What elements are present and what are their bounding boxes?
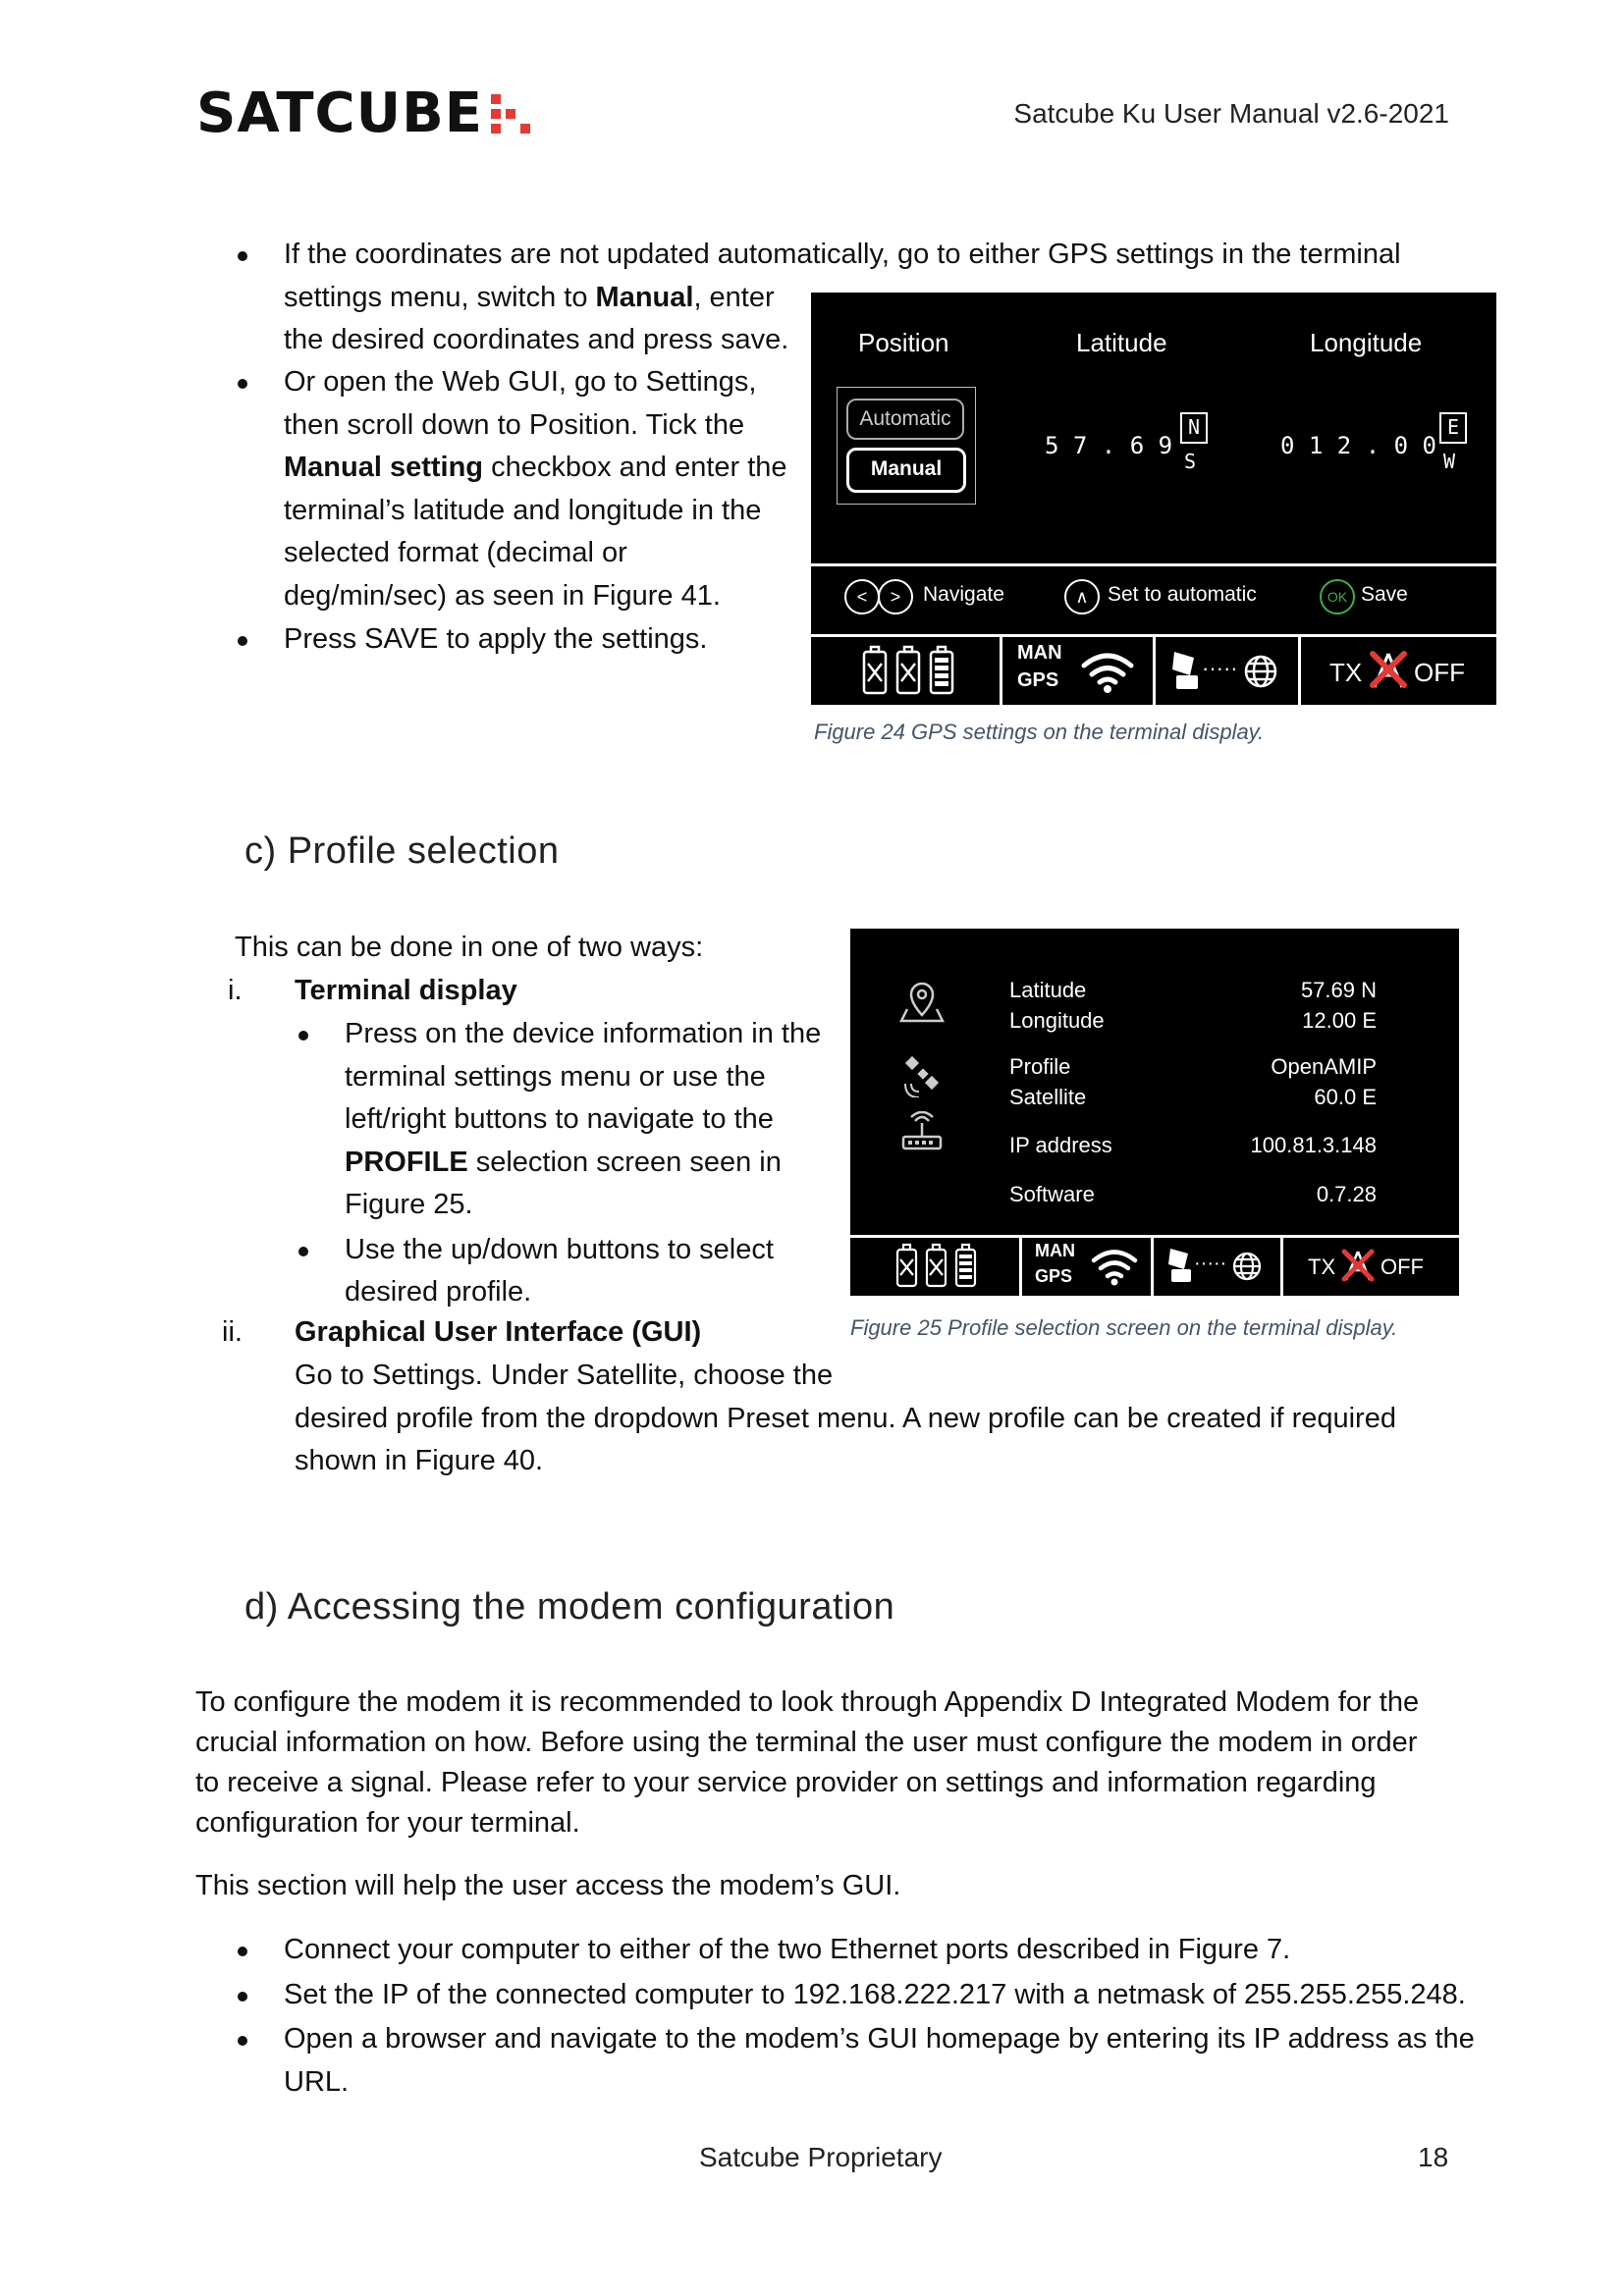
- paragraph-line: To configure the modem it is recommended to look through Appendix D Integrated Modem for the: [195, 1686, 1420, 1718]
- paragraph-line: crucial information on how. Before using the terminal the user must configure the modem in order: [195, 1727, 1418, 1758]
- link-dots: ·····: [1194, 1253, 1227, 1274]
- ok-icon[interactable]: OK: [1320, 579, 1355, 614]
- bullet-text: Use the up/down buttons to select: [345, 1233, 774, 1265]
- battery-icons: [895, 1243, 980, 1290]
- list-number-i: i.: [228, 975, 243, 1006]
- longitude-value: 12.00 E: [1302, 1008, 1377, 1033]
- logo-text: SATCUBE: [196, 81, 484, 145]
- list-item: [345, 1013, 855, 1227]
- profile-intro: This can be done in one of two ways:: [235, 932, 704, 963]
- bullet-text: terminal’s latitude and longitude in the: [284, 494, 762, 526]
- longitude-header: Longitude: [1310, 328, 1423, 357]
- figure-25-caption: Figure 25 Profile selection screen on the terminal display.: [850, 1315, 1398, 1340]
- divider: [1153, 636, 1156, 705]
- bold-term: PROFILE: [345, 1146, 468, 1178]
- globe-icon: [1243, 654, 1278, 689]
- wifi-icon: [1090, 1247, 1139, 1286]
- left-arrow-icon[interactable]: <: [844, 579, 880, 614]
- south-option: S: [1184, 450, 1197, 473]
- off-label: OFF: [1380, 1255, 1424, 1279]
- gps-bullets-2: [284, 361, 794, 662]
- bullet-text: then scroll down to Position. Tick the: [284, 408, 745, 441]
- globe-icon: [1231, 1251, 1263, 1282]
- divider: [1298, 636, 1301, 705]
- modem-bullets: [284, 1929, 1560, 2104]
- satellite-value: 60.0 E: [1314, 1085, 1377, 1109]
- gui-title: Graphical User Interface (GUI): [295, 1316, 702, 1348]
- latitude-label: Latitude: [1009, 978, 1087, 1002]
- profile-label: Profile: [1009, 1054, 1071, 1079]
- software-value: 0.7.28: [1316, 1182, 1377, 1206]
- profile-value[interactable]: OpenAMIP: [1271, 1054, 1377, 1079]
- profile-bullets: [345, 1013, 855, 1314]
- divider: [1019, 1237, 1022, 1296]
- longitude-label: Longitude: [1009, 1008, 1105, 1033]
- location-pin-icon: [899, 980, 945, 1025]
- list-item: [284, 2018, 1560, 2104]
- paragraph-line: shown in Figure 40.: [295, 1445, 544, 1476]
- divider: [1000, 636, 1002, 705]
- modem-intro: This section will help the user access the modem’s GUI.: [195, 1870, 901, 1901]
- list-item: [345, 1229, 855, 1314]
- bullet-text: Or open the Web GUI, go to Settings,: [284, 366, 757, 398]
- man-label: MAN: [1035, 1241, 1075, 1260]
- latitude-value[interactable]: 5 7 . 6 9: [1045, 432, 1173, 459]
- divider: [1151, 1237, 1154, 1296]
- bullet-text: desired profile.: [345, 1276, 532, 1308]
- bullet-text: selected format (decimal or: [284, 537, 627, 568]
- set-automatic-label: Set to automatic: [1108, 583, 1257, 606]
- wifi-icon: [1080, 650, 1135, 693]
- list-number-ii: ii.: [222, 1316, 243, 1348]
- gui-paragraph: [295, 1355, 1522, 1483]
- document-title: Satcube Ku User Manual v2.6-2021: [1013, 98, 1449, 129]
- right-arrow-icon[interactable]: >: [878, 579, 913, 614]
- paragraph-line: Go to Settings. Under Satellite, choose the: [295, 1360, 834, 1391]
- west-option: W: [1443, 450, 1456, 473]
- position-header: Position: [858, 328, 949, 357]
- bullet-text: settings menu, switch to: [284, 281, 596, 313]
- bold-term: Manual: [595, 281, 694, 313]
- tx-label: TX: [1308, 1255, 1336, 1279]
- ip-address-label: IP address: [1009, 1133, 1112, 1157]
- list-item: [284, 361, 794, 617]
- bullet-text: terminal settings menu or use the: [345, 1060, 766, 1093]
- list-item: [284, 1974, 1560, 2017]
- section-heading-profile: c) Profile selection: [244, 830, 560, 872]
- divider: [811, 563, 1496, 566]
- gps-label: GPS: [1017, 669, 1059, 691]
- bullet-text: Open a browser and navigate to the modem’s GUI homepage by entering its IP address as the: [284, 2023, 1475, 2055]
- modem-paragraph: [195, 1682, 1472, 1843]
- list-item: [284, 1929, 1560, 1972]
- satellite-icon: [901, 1054, 945, 1097]
- tx-label: TX: [1329, 658, 1363, 687]
- bullet-text: deg/min/sec) as seen in Figure 41.: [284, 579, 721, 612]
- bullet-text: , enter: [693, 281, 775, 313]
- bullet-text: the desired coordinates and press save.: [284, 324, 789, 355]
- gps-label: GPS: [1035, 1266, 1073, 1286]
- manual-button[interactable]: Manual: [846, 448, 966, 493]
- north-selector[interactable]: N: [1180, 412, 1208, 444]
- latitude-value: 57.69 N: [1300, 978, 1377, 1002]
- paragraph-line: desired profile from the dropdown Preset menu. A new profile can be created if required: [295, 1402, 1396, 1434]
- logo-dots-icon: [491, 94, 530, 133]
- antenna-icon: [1166, 1245, 1196, 1286]
- link-dots: ·····: [1202, 656, 1238, 680]
- east-selector[interactable]: E: [1439, 412, 1467, 444]
- antenna-icon: [1170, 648, 1204, 693]
- profile-selection-screen: [850, 929, 1459, 1296]
- bullet-text: Figure 25.: [345, 1189, 473, 1220]
- figure-24-caption: Figure 24 GPS settings on the terminal display.: [814, 720, 1265, 744]
- footer-text: Satcube Proprietary: [699, 2142, 943, 2172]
- battery-icons: [862, 644, 960, 697]
- bold-term: Manual setting: [284, 452, 484, 483]
- paragraph-line: to receive a signal. Please refer to your service provider on settings and information regarding: [195, 1767, 1377, 1798]
- bullet-text: checkbox and enter the: [483, 452, 787, 483]
- divider: [850, 1235, 1459, 1238]
- divider: [1280, 1237, 1283, 1296]
- bullet-text: left/right buttons to navigate to the: [345, 1103, 774, 1135]
- gps-settings-screen: [811, 293, 1496, 705]
- bullet-text: Press on the device information in the: [345, 1018, 822, 1049]
- bullet-text: If the coordinates are not updated automatically, go to either GPS settings in the terminal: [284, 239, 1401, 270]
- automatic-button[interactable]: Automatic: [846, 399, 964, 440]
- longitude-value[interactable]: 0 1 2 . 0 0: [1280, 432, 1436, 459]
- ip-address-value: 100.81.3.148: [1250, 1133, 1377, 1157]
- save-label: Save: [1361, 583, 1408, 606]
- off-label: OFF: [1414, 658, 1465, 687]
- paragraph-line: configuration for your terminal.: [195, 1807, 580, 1839]
- list-item: [284, 618, 794, 662]
- up-arrow-icon[interactable]: ∧: [1064, 579, 1100, 614]
- navigate-label: Navigate: [923, 583, 1004, 606]
- bullet-text: Set the IP of the connected computer to 192.168.222.217 with a netmask of 255.255.255.248.: [284, 1978, 1466, 2010]
- terminal-display-title: Terminal display: [295, 975, 517, 1006]
- satellite-label: Satellite: [1009, 1085, 1087, 1109]
- router-icon: [899, 1111, 945, 1156]
- tx-disabled-icon: [1339, 1247, 1377, 1284]
- bullet-text: Press SAVE to apply the settings.: [284, 623, 708, 655]
- tx-disabled-icon: [1367, 648, 1410, 691]
- satcube-logo: [196, 81, 530, 145]
- page-number: 18: [1418, 2142, 1449, 2172]
- software-label: Software: [1009, 1182, 1095, 1206]
- latitude-header: Latitude: [1076, 328, 1167, 357]
- section-heading-modem: d) Accessing the modem configuration: [244, 1586, 895, 1628]
- bullet-text: URL.: [284, 2065, 350, 2098]
- bullet-text: Connect your computer to either of the two Ethernet ports described in Figure 7.: [284, 1934, 1291, 1965]
- bullet-text: selection screen seen in: [467, 1146, 782, 1178]
- man-label: MAN: [1017, 642, 1062, 664]
